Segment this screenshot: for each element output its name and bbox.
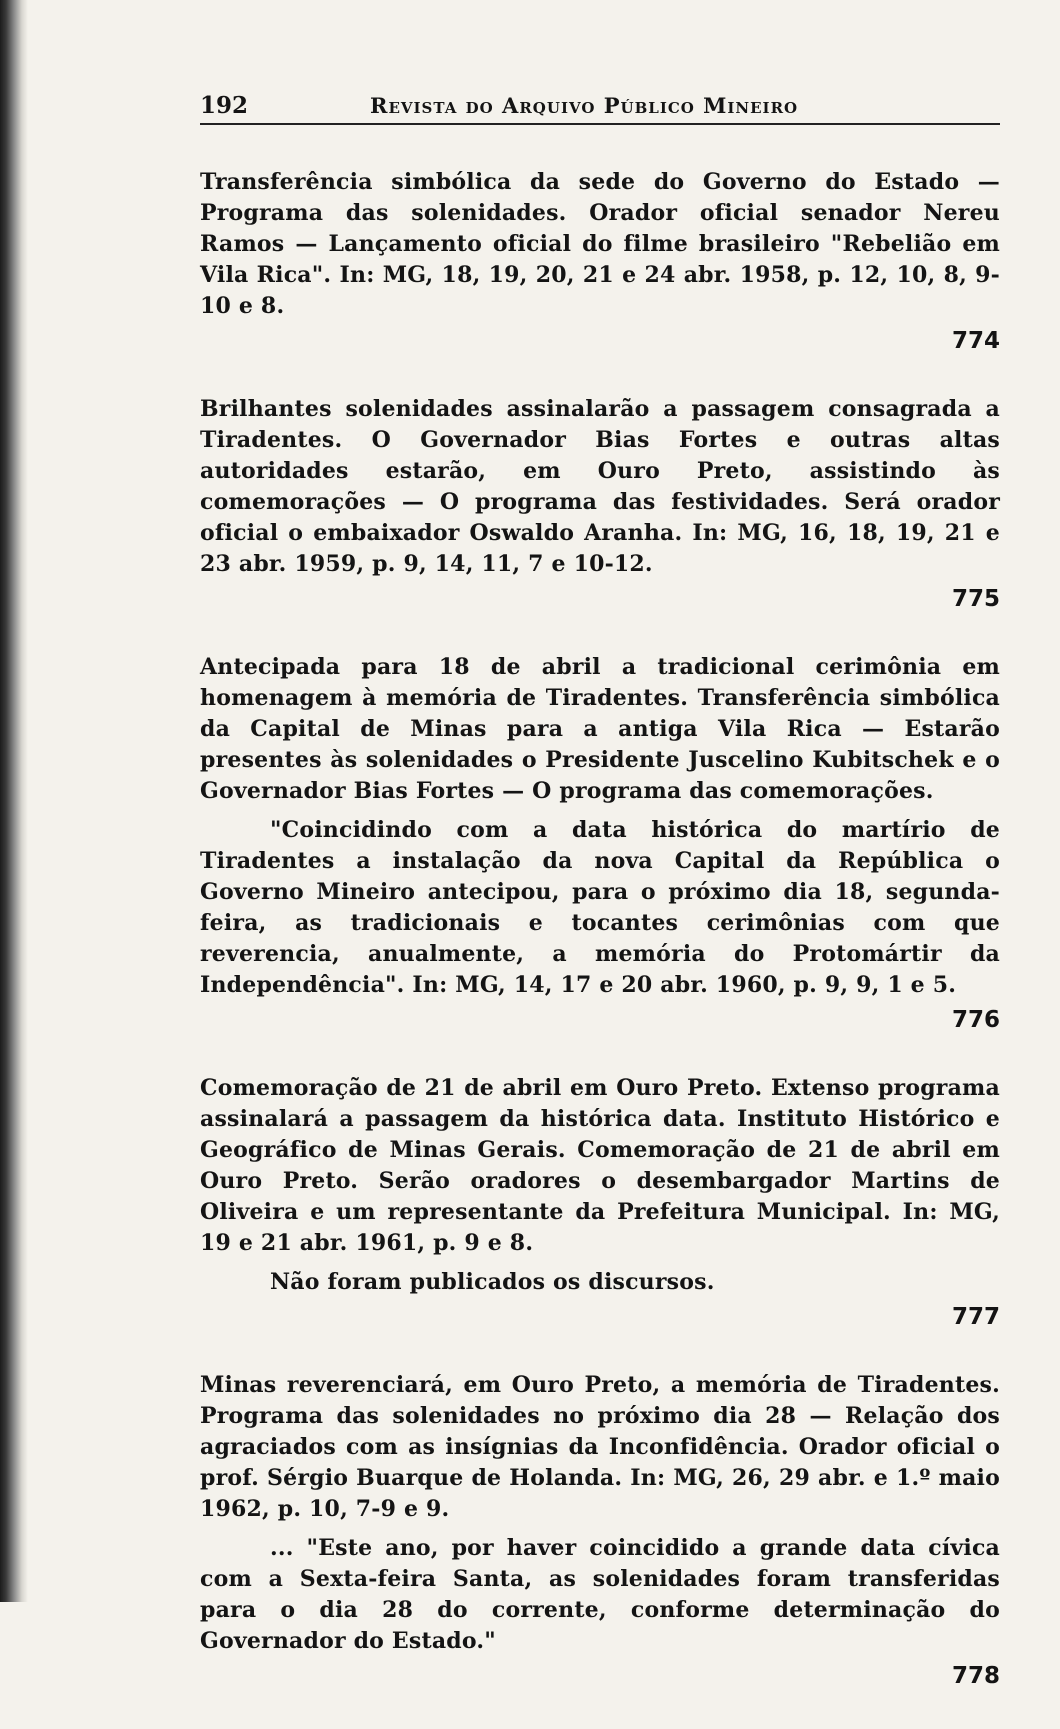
book-spine-shadow: [0, 0, 28, 1602]
page-header: [200, 92, 1000, 125]
entry-778: [200, 1370, 1000, 1691]
entry-774: [200, 167, 1000, 356]
entry-777: [200, 1073, 1000, 1332]
entry-776: [200, 652, 1000, 1035]
page-number: 192: [200, 92, 249, 119]
entry-number: 774: [951, 328, 1000, 354]
entry-paragraph: Antecipada para 18 de abril a tradicional cerimônia em homenagem à memória de Tiradentes. Transferência simbólica da Capital de Minas para a antiga Vila Rica — Estarão presentes às solenidades o Presidente Juscelino Kubitschek e o Governador Bias Fortes — O programa das comemorações.: [200, 654, 1000, 804]
entry-number: 776: [951, 1007, 1000, 1033]
entry-paragraph: Brilhantes solenidades assinalarão a passagem consagrada a Tiradentes. O Governador Bias Fortes e outras altas autoridades estarão, em Ouro Preto, assistindo às comemorações — O programa das festividades. Será orador oficial o embaixador Oswaldo Aranha. In: MG, 16, 18, 19, 21 e 23 abr. 1959, p. 9, 14, 11, 7 e 10-12.: [200, 396, 1000, 577]
entry-paragraph: Transferência simbólica da sede do Governo do Estado — Programa das solenidades. Orador oficial senador Nereu Ramos — Lançamento oficial do filme brasileiro "Rebelião em Vila Rica". In: MG, 18, 19, 20, 21 e 24 abr. 1958, p. 12, 10, 8, 9-10 e 8.: [200, 169, 1000, 319]
running-title: Revista do Arquivo Público Mineiro: [370, 93, 799, 118]
entry-quote-paragraph: "Coincidindo com a data histórica do martírio de Tiradentes a instalação da nova Capital da República o Governo Mineiro antecipou, para o próximo dia 18, segunda-feira, as tradicionais e tocantes cerimônias com que reverencia, anualmente, a memória do Protomártir da Independência". In: MG, 14, 17 e 20 abr. 1960, p. 9, 9, 1 e 5.: [200, 817, 1000, 998]
entry-paragraph: Minas reverenciará, em Ouro Preto, a memória de Tiradentes. Programa das solenidades no próximo dia 28 — Relação dos agraciados com as insígnias da Inconfidência. Orador oficial o prof. Sérgio Buarque de Holanda. In: MG, 26, 29 abr. e 1.º maio 1962, p. 10, 7-9 e 9.: [200, 1372, 1000, 1522]
entry-note-paragraph: Não foram publicados os discursos.: [270, 1269, 715, 1295]
entry-paragraph: Comemoração de 21 de abril em Ouro Preto. Extenso programa assinalará a passagem da histórica data. Instituto Histórico e Geográfico de Minas Gerais. Comemoração de 21 de abril em Ouro Preto. Serão oradores o desembargador Martins de Oliveira e um representante da Prefeitura Municipal. In: MG, 19 e 21 abr. 1961, p. 9 e 8.: [200, 1075, 1000, 1256]
entry-775: [200, 394, 1000, 614]
entry-quote-paragraph: ... "Este ano, por haver coincidido a grande data cívica com a Sexta-feira Santa, as solenidades foram transferidas para o dia 28 do corrente, conforme determinação do Governador do Estado.": [200, 1535, 1000, 1654]
entry-number: 777: [951, 1304, 1000, 1330]
entry-number: 775: [951, 586, 1000, 612]
entry-number: 778: [951, 1663, 1000, 1689]
document-page: [200, 92, 1000, 1729]
